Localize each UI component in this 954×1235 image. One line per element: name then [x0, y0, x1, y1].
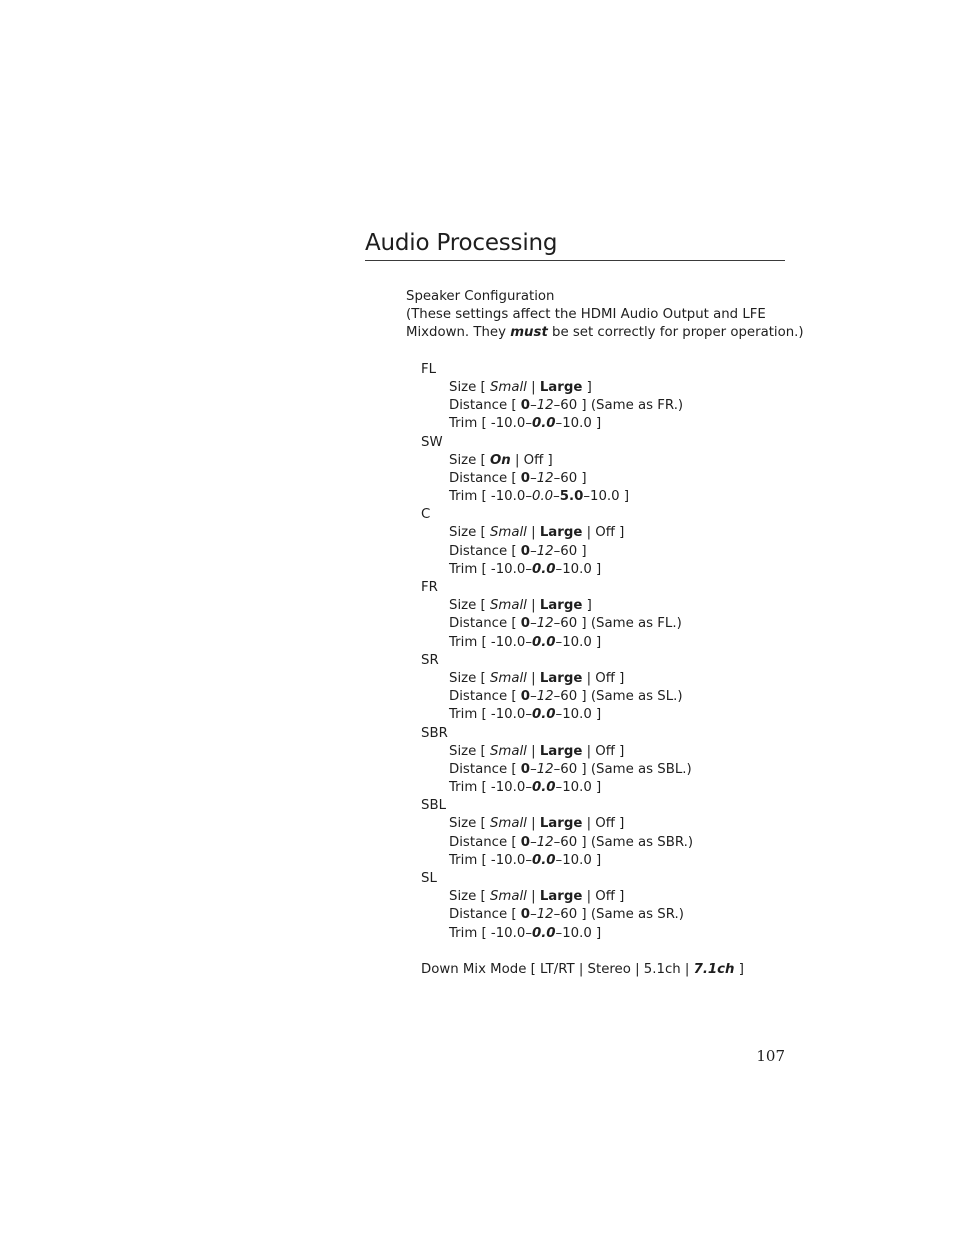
- text-run: 7.1ch: [693, 961, 735, 977]
- trim-setting: [406, 852, 806, 870]
- size-setting: [406, 888, 806, 906]
- distance-setting: [406, 543, 806, 561]
- text-run: 12: [536, 834, 554, 850]
- speaker-name: SR: [421, 652, 439, 668]
- text-run: Trim [ -10.0–: [449, 852, 532, 868]
- size-setting: [406, 670, 806, 688]
- section-note-line-2: [406, 324, 806, 342]
- text-run: –60 ] (Same as FR.): [553, 398, 684, 414]
- text-run: Trim [ -10.0–: [449, 561, 532, 577]
- text-run: 0.0: [531, 925, 556, 941]
- text-run: 0: [520, 543, 531, 559]
- text-run: ]: [734, 961, 744, 977]
- text-run: –60 ] (Same as SBL.): [553, 761, 692, 777]
- size-setting: [406, 743, 806, 761]
- speaker-block-sbl: [406, 797, 806, 870]
- text-run: Distance [: [449, 616, 521, 632]
- text-run: 0.0: [531, 634, 556, 650]
- text-run: |: [526, 525, 540, 541]
- speaker-block-sl: [406, 870, 806, 943]
- text-run: Size [: [449, 379, 490, 395]
- text-run: Distance [: [449, 689, 521, 705]
- text-run: | Off ]: [582, 525, 625, 541]
- text-run: 0: [520, 907, 531, 923]
- text-run: 0: [520, 689, 531, 705]
- text-run: be set correctly for proper operation.): [547, 325, 804, 341]
- spacer: [406, 343, 806, 361]
- text-run: | Off ]: [582, 889, 625, 905]
- text-run: On: [489, 452, 511, 468]
- text-run: Size [: [449, 598, 490, 614]
- text-run: –: [530, 543, 537, 559]
- size-setting: [406, 815, 806, 833]
- text-run: 0.0: [531, 489, 554, 505]
- speaker-block-fr: [406, 579, 806, 652]
- text-run: –10.0 ]: [555, 561, 602, 577]
- page-number: 107: [756, 1047, 785, 1065]
- text-run: 0.0: [531, 852, 556, 868]
- trim-setting: [406, 634, 806, 652]
- text-run: –10.0 ]: [583, 489, 630, 505]
- distance-setting: [406, 615, 806, 633]
- text-run: Trim [ -10.0–: [449, 416, 532, 432]
- distance-setting: [406, 397, 806, 415]
- text-run: |: [526, 743, 540, 759]
- text-run: –10.0 ]: [555, 925, 602, 941]
- speaker-block-c: [406, 506, 806, 579]
- text-run: –60 ]: [553, 543, 587, 559]
- text-run: | Off ]: [510, 452, 553, 468]
- text-run: |: [526, 598, 540, 614]
- text-run: Down Mix Mode [ LT/RT | Stereo | 5.1ch |: [421, 961, 694, 977]
- text-run: Distance [: [449, 834, 521, 850]
- text-run: Trim [ -10.0–: [449, 489, 532, 505]
- text-run: Size [: [449, 816, 490, 832]
- text-run: –60 ] (Same as FL.): [553, 616, 682, 632]
- text-run: –: [530, 907, 537, 923]
- text-run: Trim [ -10.0–: [449, 634, 532, 650]
- text-run: Trim [ -10.0–: [449, 780, 532, 796]
- speaker-name: SBL: [421, 798, 446, 814]
- text-run: –: [530, 470, 537, 486]
- text-run: Trim [ -10.0–: [449, 707, 532, 723]
- speaker-block-sbr: [406, 725, 806, 798]
- text-run: 0.0: [531, 707, 556, 723]
- title-rule: [365, 260, 785, 261]
- text-run: –60 ] (Same as SR.): [553, 907, 684, 923]
- speaker-name: FL: [421, 361, 437, 377]
- text-run: ]: [582, 379, 592, 395]
- distance-setting: [406, 688, 806, 706]
- text-run: Size [: [449, 743, 490, 759]
- distance-setting: [406, 906, 806, 924]
- text-run: –60 ] (Same as SL.): [553, 689, 683, 705]
- text-run: 0: [520, 834, 531, 850]
- speaker-list: [406, 361, 806, 943]
- text-run: 0.0: [531, 416, 556, 432]
- speaker-name: SBR: [421, 725, 448, 741]
- speaker-block-sr: [406, 652, 806, 725]
- text-run: Large: [539, 525, 583, 541]
- text-run: –: [530, 616, 537, 632]
- text-run: Large: [539, 379, 583, 395]
- text-run: 12: [536, 761, 554, 777]
- section-heading: Speaker Configuration: [406, 289, 555, 304]
- text-run: 12: [536, 616, 554, 632]
- text-run: Small: [489, 598, 527, 614]
- text-run: Small: [489, 743, 527, 759]
- text-run: 0: [520, 398, 531, 414]
- text-run: 0.0: [531, 780, 556, 796]
- text-run: 12: [536, 470, 554, 486]
- text-run: Distance [: [449, 761, 521, 777]
- trim-setting: [406, 488, 806, 506]
- text-run: 12: [536, 907, 554, 923]
- text-run: 12: [536, 689, 554, 705]
- text-run: 0: [520, 616, 531, 632]
- text-run: –10.0 ]: [555, 852, 602, 868]
- trim-setting: [406, 561, 806, 579]
- trim-setting: [406, 925, 806, 943]
- text-run: Trim [ -10.0–: [449, 925, 532, 941]
- text-run: 5.0: [559, 489, 584, 505]
- text-run: Large: [539, 816, 583, 832]
- size-setting: [406, 524, 806, 542]
- spacer: [406, 943, 806, 961]
- text-run: |: [526, 889, 540, 905]
- text-run: Large: [539, 743, 583, 759]
- text-run: |: [526, 816, 540, 832]
- trim-setting: [406, 779, 806, 797]
- text-run: Size [: [449, 525, 490, 541]
- text-run: Large: [539, 670, 583, 686]
- size-setting: [406, 379, 806, 397]
- text-run: Distance [: [449, 398, 521, 414]
- speaker-name: C: [421, 507, 431, 523]
- speaker-name: SW: [421, 434, 443, 450]
- speaker-configuration-section: [406, 288, 806, 979]
- size-setting: [406, 452, 806, 470]
- text-run: –10.0 ]: [555, 707, 602, 723]
- text-run: –: [553, 489, 560, 505]
- text-run: Size [: [449, 452, 490, 468]
- text-run: Distance [: [449, 470, 521, 486]
- speaker-block-sw: [406, 434, 806, 507]
- text-run: –60 ] (Same as SBR.): [553, 834, 694, 850]
- text-run: –: [530, 398, 537, 414]
- distance-setting: [406, 470, 806, 488]
- text-run: –10.0 ]: [555, 780, 602, 796]
- text-run: | Off ]: [582, 743, 625, 759]
- text-run: Distance [: [449, 543, 521, 559]
- speaker-name: FR: [421, 580, 438, 595]
- section-note-line-1: (These settings affect the HDMI Audio Output and LFE: [406, 307, 766, 323]
- text-run: Large: [539, 598, 583, 614]
- text-run: Mixdown. They: [406, 325, 511, 341]
- text-run: –: [530, 761, 537, 777]
- distance-setting: [406, 761, 806, 779]
- text-run: Size [: [449, 889, 490, 905]
- text-run: |: [526, 379, 540, 395]
- text-run: |: [526, 670, 540, 686]
- text-run: Size [: [449, 670, 490, 686]
- text-run: –10.0 ]: [555, 634, 602, 650]
- down-mix-mode: [406, 961, 806, 979]
- text-run: Small: [489, 889, 527, 905]
- trim-setting: [406, 706, 806, 724]
- text-run: ]: [582, 598, 592, 614]
- text-run: 0: [520, 761, 531, 777]
- speaker-name: SL: [421, 871, 437, 886]
- text-run: Large: [539, 889, 583, 905]
- text-run: 12: [536, 398, 554, 414]
- text-run: 0: [520, 470, 531, 486]
- distance-setting: [406, 834, 806, 852]
- text-run: –10.0 ]: [555, 416, 602, 432]
- text-run: | Off ]: [582, 816, 625, 832]
- text-run: Small: [489, 525, 527, 541]
- text-run: –60 ]: [553, 470, 587, 486]
- text-run: 12: [536, 543, 554, 559]
- text-run: –: [530, 689, 537, 705]
- text-run: Small: [489, 670, 527, 686]
- text-run: Small: [489, 379, 527, 395]
- text-run: –: [530, 834, 537, 850]
- speaker-block-fl: [406, 361, 806, 434]
- size-setting: [406, 597, 806, 615]
- text-run: Small: [489, 816, 527, 832]
- text-run: Distance [: [449, 907, 521, 923]
- text-run: must: [510, 325, 548, 341]
- page-title: Audio Processing: [365, 230, 558, 256]
- text-run: 0.0: [531, 561, 556, 577]
- trim-setting: [406, 415, 806, 433]
- text-run: | Off ]: [582, 670, 625, 686]
